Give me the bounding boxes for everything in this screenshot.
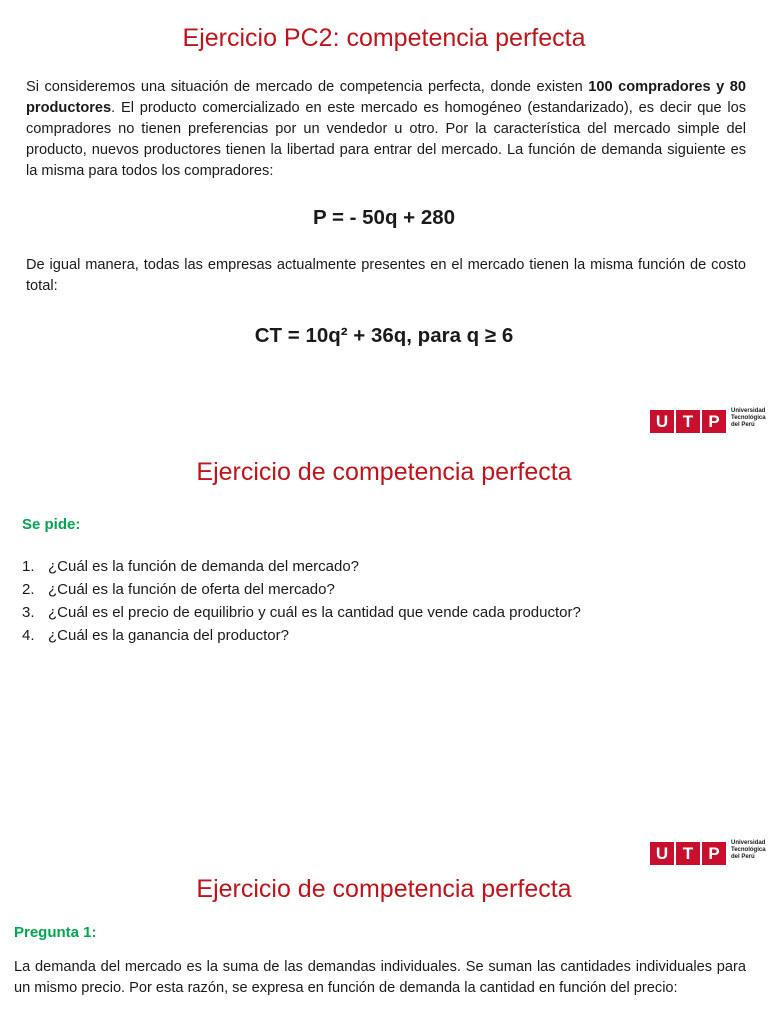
logo-name-line: Tecnológica [731,415,766,421]
slide2-title: Ejercicio de competencia perfecta [196,458,572,486]
logo-letter-u: U [650,410,674,433]
utp-logo [650,408,768,435]
logo-letter-t: T [676,842,700,865]
questions-list [22,555,581,647]
list-item [22,578,581,601]
intro-text-part1: Si consideremos una situación de mercado de competencia perfecta, donde existen [26,79,589,95]
logo-name-line: Universidad [731,840,766,846]
demand-formula: P = - 50q + 280 [312,206,456,229]
logo-letter-p: P [702,842,726,865]
question-text: ¿Cuál es la función de demanda del mercado? [48,558,360,575]
slide1-intro-paragraph [26,77,746,182]
logo-name-line: Tecnológica [731,847,766,853]
logo-letter-p: P [702,410,726,433]
logo-university-name [731,408,768,429]
slide3-title: Ejercicio de competencia perfecta [196,875,572,903]
intro-text-bold: 100 compradores y 80 productores [26,79,747,116]
slide1-cost-paragraph: De igual manera, todas las empresas actualmente presentes en el mercado tienen la misma función de costo total: [26,257,746,294]
logo-university-name [731,840,768,861]
intro-text-part2: . El producto comercializado en este mercado es homogéneo (estandarizado), es decir que los compradores no tienen preferencias por un vendedor u otro. Por la característica del mercado simple del producto, nuevos productores tienen la libertad para entrar del mercado. La función de demanda siguiente es la misma para todos los compradores: [26,100,746,179]
logo-name-line: del Perú [731,422,755,428]
question-text: ¿Cuál es la ganancia del productor? [48,627,289,644]
logo-name-line: Universidad [731,408,766,414]
question-number: 1. [22,558,35,575]
question-number: 3. [22,604,35,621]
slide2-subtitle: Se pide: [22,516,81,533]
list-item [22,624,581,647]
slide3-paragraph: La demanda del mercado es la suma de las demandas individuales. Se suman las cantidades individuales para un mismo precio. Por esta razón, se expresa en función de demanda la cantidad en función del precio: [14,959,746,996]
cost-formula: CT = 10q² + 36q, para q ≥ 6 [254,324,514,347]
logo-letter-t: T [676,410,700,433]
question-number: 4. [22,627,35,644]
list-item [22,555,581,578]
utp-logo [650,840,768,867]
question-number: 2. [22,581,35,598]
question-text: ¿Cuál es la función de oferta del mercado? [48,581,335,598]
list-item [22,601,581,624]
logo-letter-u: U [650,842,674,865]
slide1-title: Ejercicio PC2: competencia perfecta [182,24,586,52]
logo-name-line: del Perú [731,854,755,860]
slide3-subtitle: Pregunta 1: [14,924,97,941]
question-text: ¿Cuál es el precio de equilibrio y cuál es la cantidad que vende cada productor? [48,604,581,621]
